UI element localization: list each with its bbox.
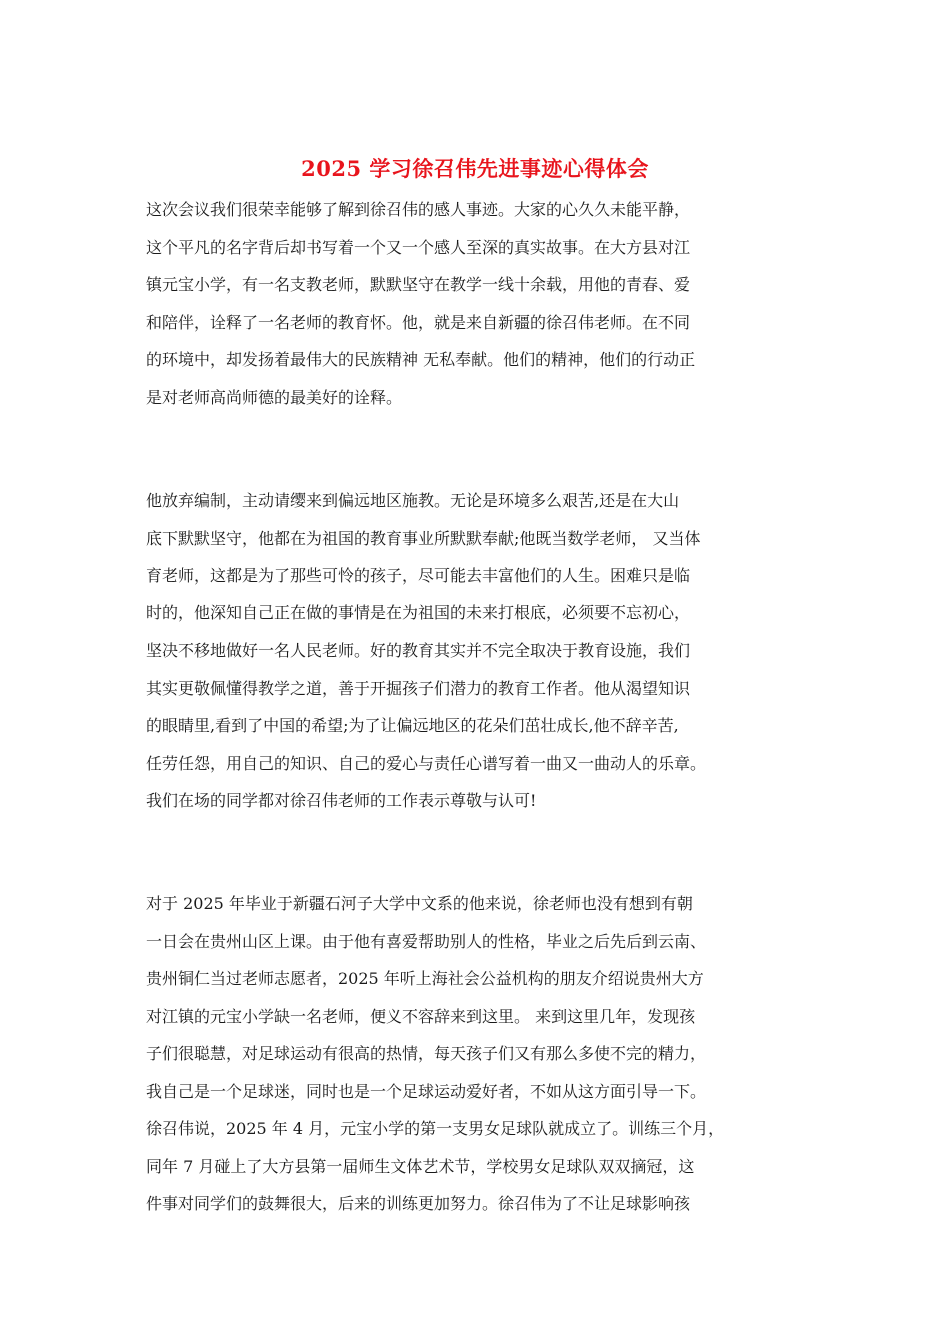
paragraph-1-line-4: 和陪伴，诠释了一名老师的教育怀。他，就是来自新疆的徐召伟老师。在不同 <box>146 313 691 332</box>
paragraph-2-line-4: 时的，他深知自己正在做的事情是在为祖国的未来打根底，必须要不忘初心， <box>146 603 691 622</box>
paragraph-1-line-3: 镇元宝小学，有一名支教老师，默默坚守在教学一线十余载，用他的青春、爱 <box>146 275 691 294</box>
paragraph-3-line-7: 徐召伟说，2025 年 4 月，元宝小学的第一支男女足球队就成立了。训练三个月， <box>146 1119 725 1138</box>
document-title: 2025 学习徐召伟先进事迹心得体会 <box>301 156 649 181</box>
paragraph-3-line-6: 我自己是一个足球迷，同时也是一个足球运动爱好者，不如从这方面引导一下。 <box>146 1082 707 1101</box>
paragraph-2-line-6: 其实更敬佩懂得教学之道，善于开掘孩子们潜力的教育工作者。他从渴望知识 <box>146 679 691 698</box>
paragraph-1-line-1: 这次会议我们很荣幸能够了解到徐召伟的感人事迹。大家的心久久未能平静， <box>146 200 691 219</box>
paragraph-2-line-9: 我们在场的同学都对徐召伟老师的工作表示尊敬与认可! <box>146 791 537 810</box>
paragraph-2-line-3: 育老师，这都是为了那些可怜的孩子，尽可能去丰富他们的人生。困难只是临 <box>146 566 691 585</box>
paragraph-1-line-5: 的环境中，却发扬着最伟大的民族精神 无私奉献。他们的精神，他们的行动正 <box>146 350 696 369</box>
paragraph-3-line-2: 一日会在贵州山区上课。由于他有喜爱帮助别人的性格，毕业之后先后到云南、 <box>146 932 707 951</box>
paragraph-1-line-2: 这个平凡的名字背后却书写着一个又一个感人至深的真实故事。在大方县对江 <box>146 238 691 257</box>
paragraph-2-line-1: 他放弃编制，主动请缨来到偏远地区施教。无论是环境多么艰苦,还是在大山 <box>146 491 680 510</box>
paragraph-2-line-8: 任劳任怨，用自己的知识、自己的爱心与责任心谱写着一曲又一曲动人的乐章。 <box>146 754 707 773</box>
paragraph-2-line-5: 坚决不移地做好一名人民老师。好的教育其实并不完全取决于教育设施，我们 <box>146 641 691 660</box>
paragraph-3-line-4: 对江镇的元宝小学缺一名老师，便义不容辞来到这里。 来到这里几年，发现孩 <box>146 1007 696 1026</box>
paragraph-3-line-9: 件事对同学们的鼓舞很大，后来的训练更加努力。徐召伟为了不让足球影响孩 <box>146 1194 691 1213</box>
paragraph-3-line-8: 同年 7 月碰上了大方县第一届师生文体艺术节，学校男女足球队双双摘冠，这 <box>146 1157 695 1176</box>
paragraph-2-line-7: 的眼睛里,看到了中国的希望;为了让偏远地区的花朵们茁壮成长,他不辞辛苦, <box>146 716 679 735</box>
paragraph-3-line-3: 贵州铜仁当过老师志愿者，2025 年听上海社会公益机构的朋友介绍说贵州大方 <box>146 969 704 988</box>
paragraph-1-line-6: 是对老师高尚师德的最美好的诠释。 <box>146 388 403 407</box>
paragraph-2-line-2: 底下默默坚守，他都在为祖国的教育事业所默默奉献;他既当数学老师， 又当体 <box>146 529 701 548</box>
paragraph-3-line-1: 对于 2025 年毕业于新疆石河子大学中文系的他来说，徐老师也没有想到有朝 <box>146 894 693 913</box>
paragraph-3-line-5: 子们很聪慧，对足球运动有很高的热情，每天孩子们又有那么多使不完的精力， <box>146 1044 707 1063</box>
